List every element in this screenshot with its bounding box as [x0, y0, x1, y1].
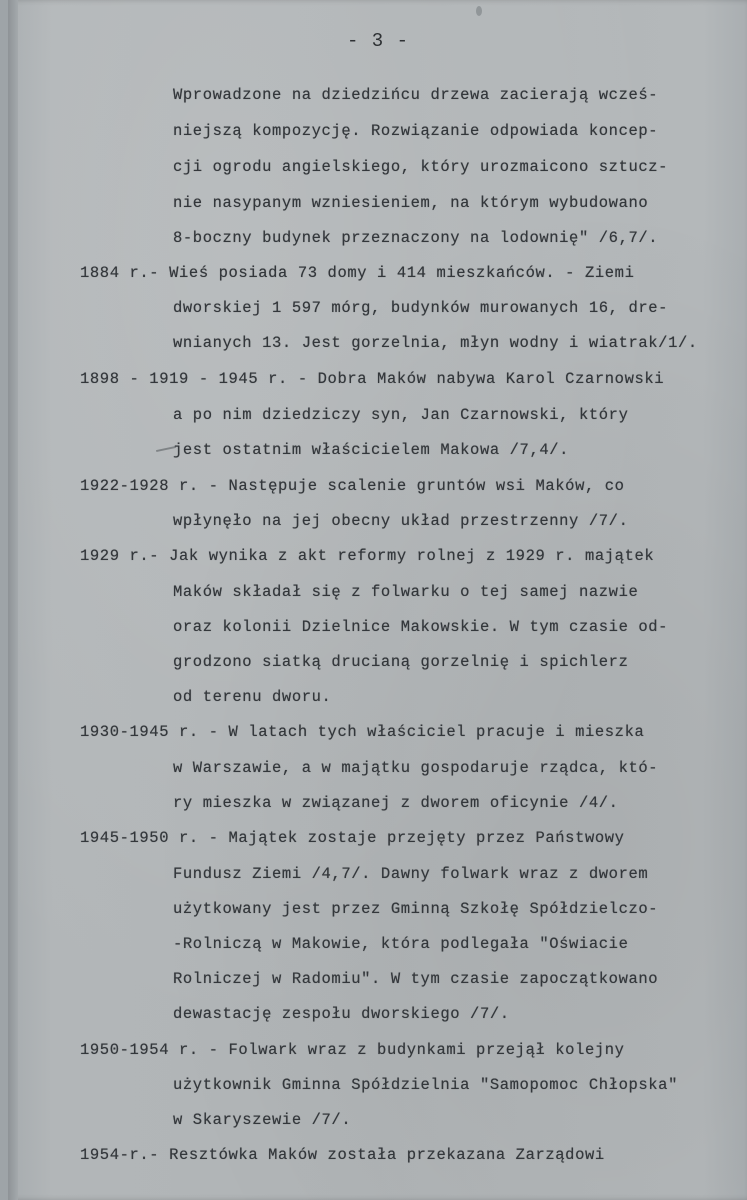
text-line: użytkowany jest przez Gminną Szkołę Spółdzielczo- — [173, 900, 659, 918]
entry-heading-1898: 1898 - 1919 - 1945 r. - Dobra Maków nabywa Karol Czarnowski — [80, 370, 665, 388]
text-line: jest ostatnim właścicielem Makowa /7,4/. — [173, 441, 570, 459]
text-line: nie nasypanym wzniesieniem, na którym wybudowano — [173, 194, 649, 212]
entry-heading-1884: 1884 r.- Wieś posiada 73 domy i 414 mieszkańców. - Ziemi — [80, 264, 635, 282]
entry-heading-1929: 1929 r.- Jak wynika z akt reformy rolnej z 1929 r. majątek — [80, 547, 655, 565]
page-number: - 3 - — [346, 30, 409, 52]
text-line: w Warszawie, a w majątku gospodaruje rządca, któ- — [173, 759, 659, 777]
text-line: 8-boczny budynek przeznaczony na lodownię" /6,7/. — [173, 229, 659, 247]
text-line: niejszą kompozycję. Rozwiązanie odpowiada koncep- — [173, 122, 659, 140]
entry-heading-1930: 1930-1945 r. - W latach tych właściciel pracuje i mieszka — [80, 723, 645, 741]
entry-heading-1950: 1950-1954 r. - Folwark wraz z budynkami przejął kolejny — [80, 1041, 625, 1059]
entry-heading-1954: 1954-r.- Resztówka Maków została przekazana Zarządowi — [80, 1146, 605, 1164]
text-line: oraz kolonii Dzielnice Makowskie. W tym czasie od- — [173, 618, 669, 636]
text-line: użytkownik Gminna Spółdzielnia "Samopomoc Chłopska" — [173, 1076, 678, 1094]
text-line: ry mieszka w związanej z dworem oficynie /4/. — [173, 794, 619, 812]
text-line: Fundusz Ziemi /4,7/. Dawny folwark wraz z dworem — [173, 865, 649, 883]
ink-smudge — [476, 6, 482, 16]
text-line: od terenu dworu. — [173, 688, 332, 706]
text-line: a po nim dziedziczy syn, Jan Czarnowski, który — [173, 406, 629, 424]
text-line: cji ogrodu angielskiego, który urozmaicono sztucz- — [173, 158, 669, 176]
text-line: Wprowadzone na dziedzińcu drzewa zacierają wcześ- — [173, 86, 659, 104]
text-line: wnianych 13. Jest gorzelnia, młyn wodny i wiatrak/1/. — [173, 334, 698, 352]
text-line: -Rolniczą w Makowie, która podlegała "Oświacie — [173, 935, 629, 953]
text-line: dewastację zespołu dworskiego /7/. — [173, 1005, 510, 1023]
entry-heading-1945: 1945-1950 r. - Majątek zostaje przejęty przez Państwowy — [80, 829, 625, 847]
document-page — [8, 0, 747, 1200]
text-line: Maków składał się z folwarku o tej samej nazwie — [173, 583, 639, 601]
text-line: Rolniczej w Radomiu". W tym czasie zapoczątkowano — [173, 970, 659, 988]
text-line: dworskiej 1 597 mórg, budynków murowanych 16, dre- — [173, 299, 669, 317]
entry-heading-1922: 1922-1928 r. - Następuje scalenie gruntów wsi Maków, co — [80, 477, 625, 495]
text-line: wpłynęło na jej obecny układ przestrzenny /7/. — [173, 512, 629, 530]
page-edge-shadow — [8, 0, 18, 1200]
text-line: w Skaryszewie /7/. — [173, 1111, 352, 1129]
text-line: grodzono siatką drucianą gorzelnię i spichlerz — [173, 653, 629, 671]
